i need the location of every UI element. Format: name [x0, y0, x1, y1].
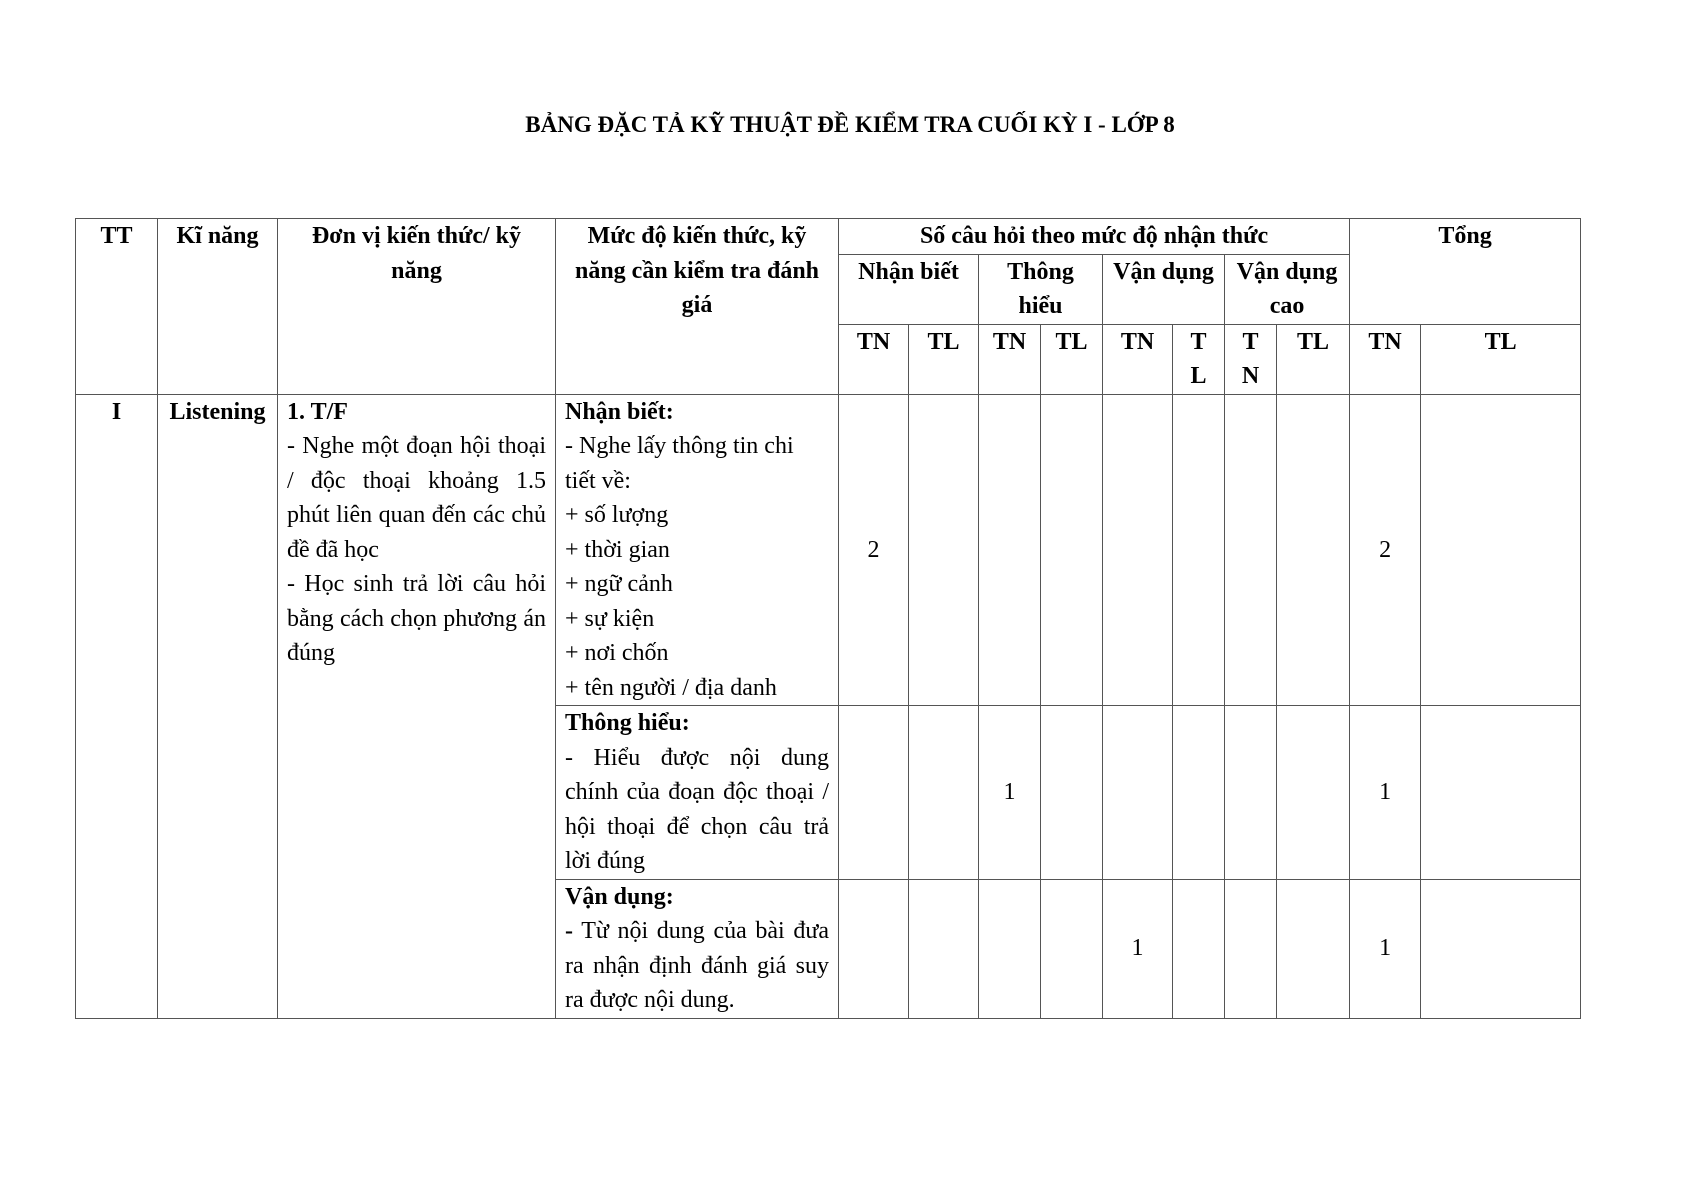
- header-muc-do: Mức độ kiến thức, kỹ năng cần kiểm tra đánh giá: [556, 219, 839, 395]
- header-row-1: [76, 219, 1581, 255]
- count-nb-tl: [909, 706, 979, 880]
- count-vd-tn: 1: [1103, 879, 1173, 1018]
- count-vdc-tl: [1277, 879, 1350, 1018]
- header-nb-tl: TL: [909, 324, 979, 394]
- unit-description-1: - Nghe một đoạn hội thoại / độc thoại khoảng 1.5 phút liên quan đến các chủ đề đã học: [287, 433, 546, 563]
- header-so-cau-hoi: Số câu hỏi theo mức độ nhận thức: [839, 219, 1350, 255]
- count-vd-tl: [1173, 706, 1225, 880]
- count-total-tl: [1421, 394, 1581, 706]
- count-total-tl: [1421, 706, 1581, 880]
- skill-name: Listening: [158, 394, 278, 1018]
- count-vdc-tl: [1277, 706, 1350, 880]
- header-total-tl: TL: [1421, 324, 1581, 394]
- count-vdc-tn: [1225, 394, 1277, 706]
- header-vd-tl-part1: T: [1190, 328, 1207, 355]
- count-nb-tn: 2: [839, 394, 909, 706]
- level-title: Nhận biết:: [565, 398, 674, 425]
- level-line: + nơi chốn: [565, 640, 669, 666]
- count-th-tn: [979, 879, 1041, 1018]
- count-nb-tn: [839, 879, 909, 1018]
- header-don-vi: Đơn vị kiến thức/ kỹ năng: [278, 219, 556, 395]
- count-vdc-tl: [1277, 394, 1350, 706]
- level-title: Thông hiểu:: [565, 710, 690, 736]
- level-line: + sự kiện: [565, 605, 655, 632]
- header-th-tn: TN: [979, 324, 1041, 394]
- header-thong-hieu: Thông hiểu: [979, 254, 1103, 324]
- unit-cell: [278, 394, 556, 1018]
- count-th-tl: [1041, 394, 1103, 706]
- count-vdc-tn: [1225, 706, 1277, 880]
- header-vdc-tn-part1: T: [1242, 328, 1259, 355]
- header-nhan-biet: Nhận biết: [839, 254, 979, 324]
- header-ki-nang: Kĩ năng: [158, 219, 278, 395]
- count-total-tn: 1: [1350, 879, 1421, 1018]
- level-line-prefix: -: [565, 918, 573, 944]
- level-line-text: Từ nội dung của bài đưa ra nhận định đánh giá suy ra được nội dung.: [565, 918, 829, 1013]
- header-vd-tl: [1173, 324, 1225, 394]
- count-nb-tl: [909, 394, 979, 706]
- level-cell-nhan-biet: [556, 394, 839, 706]
- header-vdc-tl: TL: [1277, 324, 1350, 394]
- unit-title: 1. T/F: [287, 398, 348, 425]
- specification-table: [75, 218, 1581, 1019]
- count-th-tl: [1041, 706, 1103, 880]
- level-line: + ngữ cảnh: [565, 571, 673, 597]
- level-line: + số lượng: [565, 502, 669, 528]
- count-vd-tn: [1103, 706, 1173, 880]
- header-th-tl: TL: [1041, 324, 1103, 394]
- header-vd-tl-part2: L: [1190, 363, 1207, 389]
- header-van-dung: Vận dụng: [1103, 254, 1225, 324]
- count-th-tn: [979, 394, 1041, 706]
- page-title: BẢNG ĐẶC TẢ KỸ THUẬT ĐỀ KIỂM TRA CUỐI KỲ I - LỚP 8: [525, 112, 1175, 137]
- level-cell-van-dung: [556, 879, 839, 1018]
- count-nb-tn: [839, 706, 909, 880]
- unit-description-2: - Học sinh trả lời câu hỏi bằng cách chọn phương án đúng: [287, 571, 546, 666]
- header-vdc-tn: [1225, 324, 1277, 394]
- count-total-tn: 2: [1350, 394, 1421, 706]
- count-total-tn: 1: [1350, 706, 1421, 880]
- count-vdc-tn: [1225, 879, 1277, 1018]
- level-line: + tên người / địa danh: [565, 674, 777, 701]
- header-tt: TT: [76, 219, 158, 395]
- header-total-tn: TN: [1350, 324, 1421, 394]
- section-number: I: [76, 394, 158, 1018]
- count-total-tl: [1421, 879, 1581, 1018]
- header-vdc-tn-part2: N: [1241, 363, 1260, 389]
- level-line: [565, 914, 829, 1018]
- count-nb-tl: [909, 879, 979, 1018]
- level-title: Vận dụng:: [565, 883, 674, 910]
- header-nb-tn: TN: [839, 324, 909, 394]
- level-cell-thong-hieu: [556, 706, 839, 880]
- level-line: - Nghe lấy thông tin chi tiết về:: [565, 433, 794, 494]
- level-line: + thời gian: [565, 536, 670, 563]
- table-row: [76, 394, 1581, 706]
- count-th-tn: 1: [979, 706, 1041, 880]
- count-vd-tl: [1173, 879, 1225, 1018]
- header-tong: Tổng: [1350, 219, 1581, 325]
- level-line: - Hiểu được nội dung chính của đoạn độc thoại / hội thoại để chọn câu trả lời đúng: [565, 744, 829, 874]
- count-vd-tl: [1173, 394, 1225, 706]
- header-van-dung-cao: Vận dụng cao: [1225, 254, 1350, 324]
- header-vd-tn: TN: [1103, 324, 1173, 394]
- count-vd-tn: [1103, 394, 1173, 706]
- count-th-tl: [1041, 879, 1103, 1018]
